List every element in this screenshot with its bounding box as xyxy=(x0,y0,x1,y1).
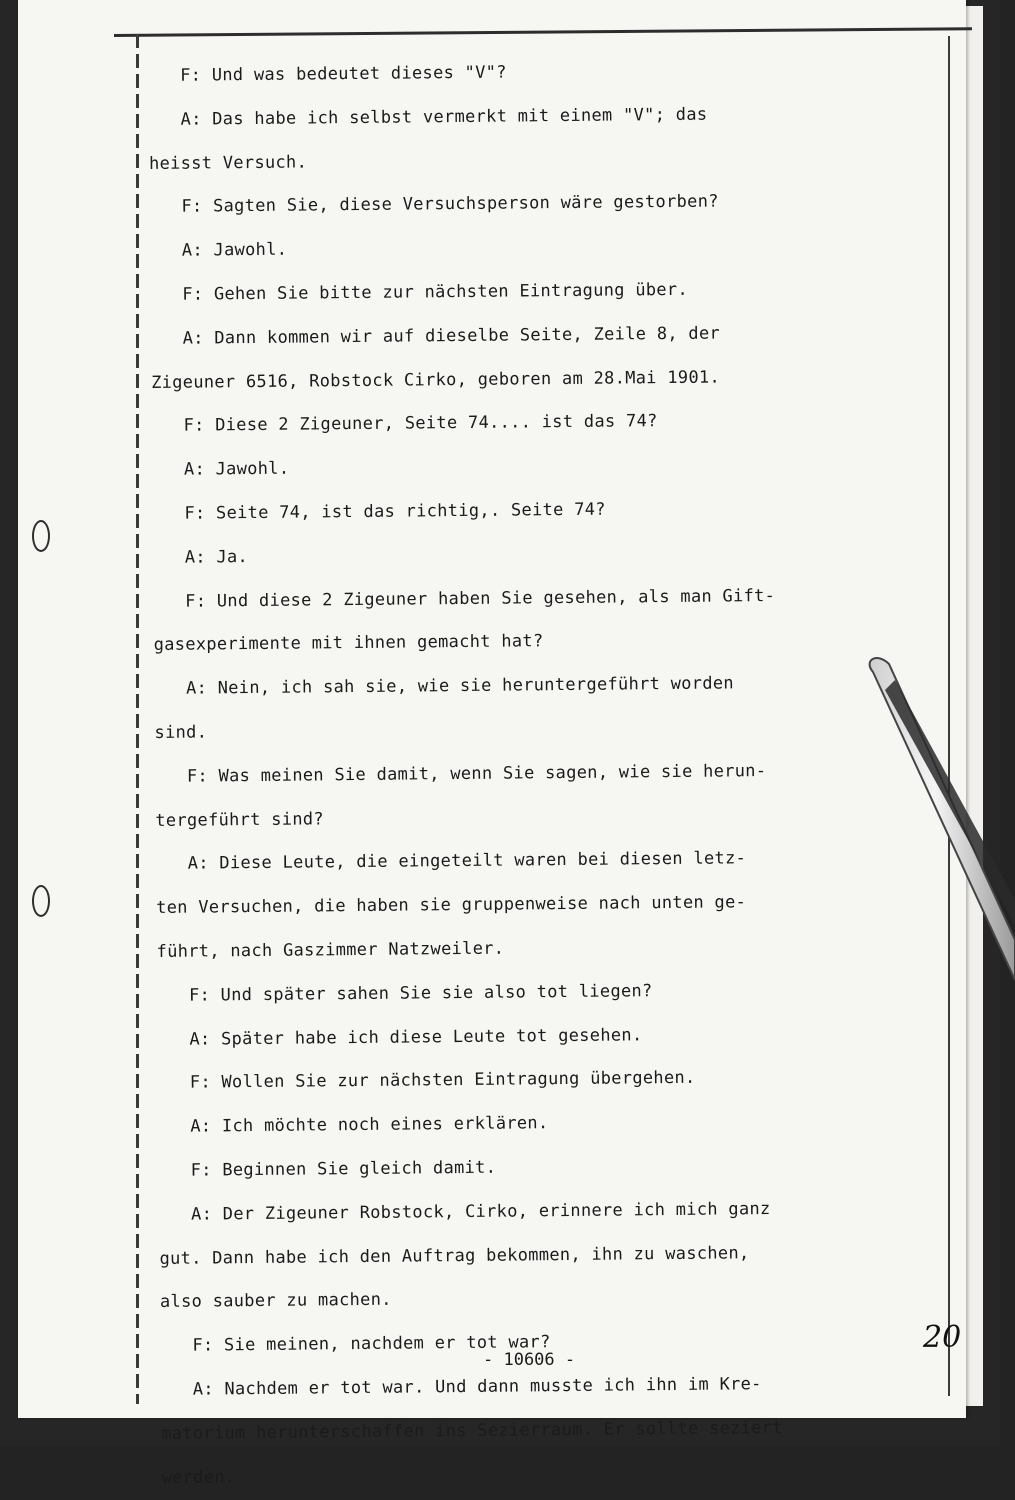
text-line: werden. xyxy=(161,1466,236,1488)
text-line: also sauber zu machen. xyxy=(159,1290,392,1313)
text-line: A: Ja. xyxy=(184,546,249,568)
text-line: F: Beginnen Sie gleich damit. xyxy=(190,1157,497,1181)
text-line: A: Dann kommen wir auf dieselbe Seite, Zeile 8, der xyxy=(182,323,721,349)
text-line: matorium herunterschaffen ins Sezierraum. Er sollte seziert xyxy=(161,1417,783,1444)
text-line: sind. xyxy=(154,722,208,743)
text-line: F: Wollen Sie zur nächsten Eintragung übergehen. xyxy=(189,1068,696,1093)
text-line: A: Das habe ich selbst vermerkt mit einem "V"; das xyxy=(180,104,708,130)
text-line: F: Seite 74, ist das richtig,. Seite 74? xyxy=(184,499,606,524)
text-line: führt, nach Gaszimmer Natzweiler. xyxy=(156,938,505,962)
text-line: F: Und diese 2 Zigeuner haben Sie gesehen, als man Gift- xyxy=(185,585,776,612)
text-line: A: Später habe ich diese Leute tot gesehen. xyxy=(189,1024,643,1050)
text-line: A: Jawohl. xyxy=(181,239,288,261)
transcript-text xyxy=(148,48,862,1500)
text-line: F: Was meinen Sie damit, wenn Sie sagen, wie sie herun- xyxy=(186,760,767,787)
text-line: F: Und was bedeutet dieses "V"? xyxy=(180,62,507,86)
copy-frame-top xyxy=(114,27,972,37)
typed-page xyxy=(18,0,966,1488)
punch-hole-icon xyxy=(32,885,50,917)
copy-frame-left xyxy=(136,34,139,1404)
text-line: Zigeuner 6516, Robstock Cirko, geboren am 28.Mai 1901. xyxy=(151,367,721,393)
text-line: gut. Dann habe ich den Auftrag bekommen, ihn zu waschen, xyxy=(159,1242,750,1269)
text-line: ten Versuchen, die haben sie gruppenweise nach unten ge- xyxy=(156,892,747,919)
text-line: A: Der Zigeuner Robstock, Cirko, erinnere ich mich ganz xyxy=(191,1198,771,1225)
punch-hole-icon xyxy=(32,520,50,552)
text-line: A: Nachdem er tot war. Und dann musste ich ihn im Kre- xyxy=(192,1374,762,1400)
text-line: A: Nein, ich sah sie, wie sie heruntergeführt worden xyxy=(185,673,734,699)
text-line: A: Ich möchte noch eines erklären. xyxy=(190,1113,549,1137)
handwritten-folio-number: 20 xyxy=(923,1320,962,1355)
text-line: A: Jawohl. xyxy=(183,458,290,480)
text-line: heisst Versuch. xyxy=(148,152,308,174)
text-line: gasexperimente mit ihnen gemacht hat? xyxy=(153,631,544,656)
text-line: F: Gehen Sie bitte zur nächsten Eintragung über. xyxy=(182,279,689,305)
text-line: F: Diese 2 Zigeuner, Seite 74.... ist das 74? xyxy=(183,411,658,437)
text-line: F: Und später sahen Sie sie also tot liegen? xyxy=(188,980,653,1006)
page-number: - 10606 - xyxy=(483,1350,576,1370)
text-line: F: Sie meinen, nachdem er tot war? xyxy=(192,1332,551,1356)
text-line: F: Sagten Sie, diese Versuchsperson wäre gestorben? xyxy=(181,191,719,218)
text-line: A: Diese Leute, die eingeteilt waren bei diesen letz- xyxy=(187,848,747,874)
tweezers-icon xyxy=(855,650,1015,1030)
text-line: tergeführt sind? xyxy=(155,808,324,831)
